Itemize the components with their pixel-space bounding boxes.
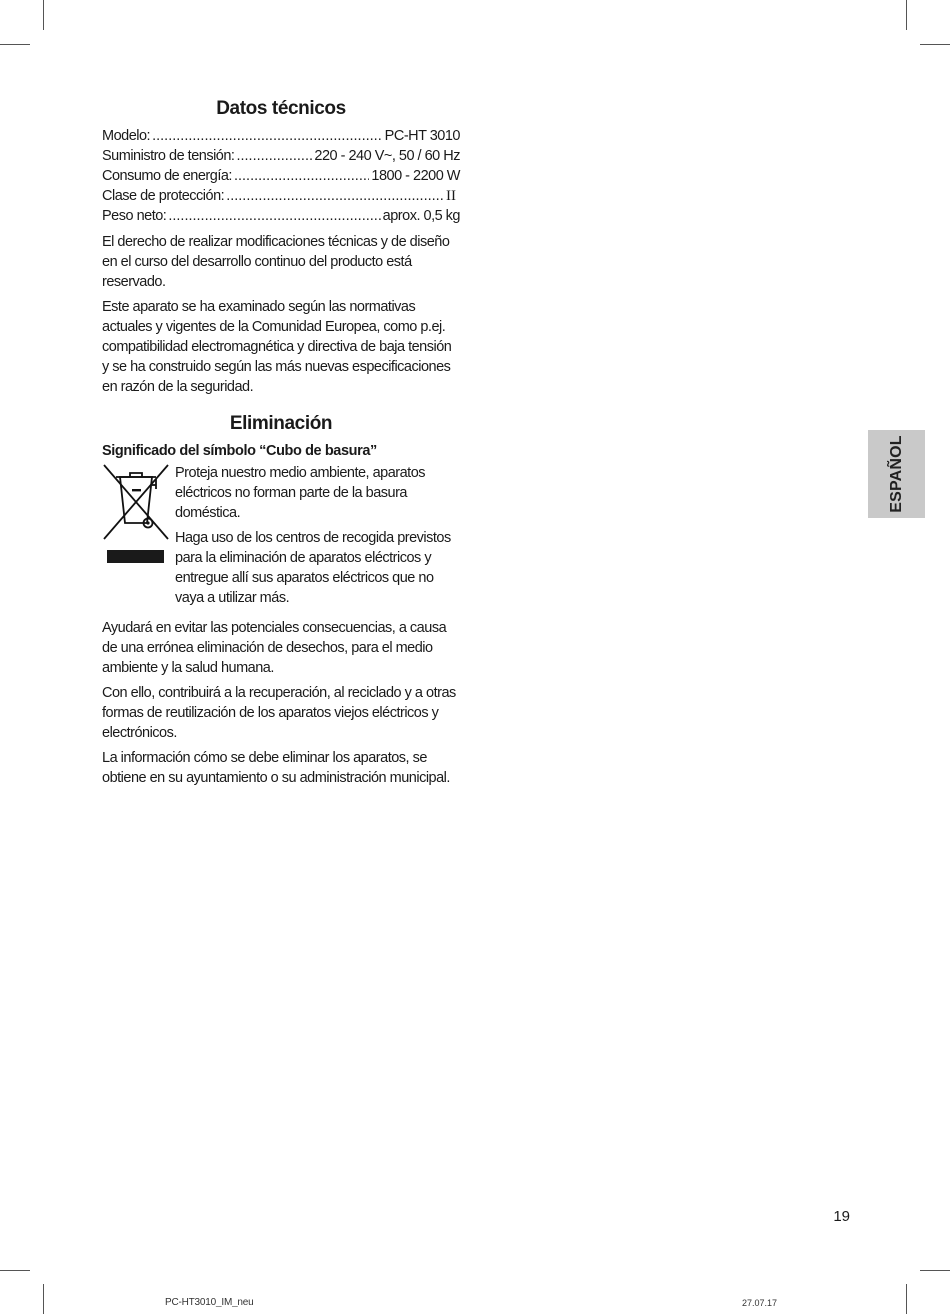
paragraph-consecuencias: Ayudará en evitar las potenciales consecuencias, a causa de una errónea eliminación de desechos, para el medio ambiente y la salud humana. [102, 620, 447, 676]
paragraph-reciclado: Con ello, contribuirá a la recuperación, al reciclado y a otras formas de reutilización de los aparatos viejos eléctricos y electrónicos. [102, 685, 456, 741]
symbol-block [102, 463, 460, 613]
spec-value: PC-HT 3010 [384, 128, 460, 144]
spec-label: Clase de protección: [102, 188, 225, 204]
spec-label: Suministro de tensión: [102, 148, 235, 164]
spec-row-suministro [102, 146, 460, 166]
spec-row-clase [102, 186, 460, 206]
crop-mark [43, 1284, 44, 1314]
paragraph-medio-ambiente: Proteja nuestro medio ambiente, aparatos eléctricos no forman parte de la basura doméstica. [175, 465, 426, 521]
crop-mark [906, 0, 907, 30]
crop-mark [920, 44, 950, 45]
spec-label: Peso neto: [102, 208, 167, 224]
spec-value: 220 - 240 V~, 50 / 60 Hz [314, 148, 460, 164]
crossed-out-bin-icon [102, 463, 175, 565]
dot-leader [152, 126, 383, 146]
spec-label: Modelo: [102, 128, 151, 144]
page-number: 19 [833, 1208, 850, 1225]
dot-leader [168, 206, 380, 226]
language-tab-label: ESPAÑOL [887, 435, 905, 513]
spec-value: 1800 - 2200 W [371, 168, 460, 184]
language-tab [868, 430, 925, 518]
dot-leader [226, 186, 444, 206]
spec-row-modelo [102, 126, 460, 146]
footer-date: 27.07.17 [742, 1298, 778, 1308]
symbol-text [175, 463, 460, 613]
spec-value: II [446, 188, 456, 204]
main-column [102, 96, 460, 793]
spec-label: Consumo de energía: [102, 168, 232, 184]
paragraph-modificaciones: El derecho de realizar modificaciones técnicas y de diseño en el curso del desarrollo continuo del producto está reservado. [102, 234, 450, 290]
spec-row-peso [102, 206, 460, 226]
spec-row-consumo [102, 166, 460, 186]
spec-list [102, 126, 460, 226]
crop-mark [920, 1270, 950, 1271]
spec-value: aprox. 0,5 kg [382, 208, 460, 224]
dot-leader [234, 166, 369, 186]
dot-leader [236, 146, 312, 166]
paragraph-informacion: La información cómo se debe eliminar los aparatos, se obtiene en su ayuntamiento o su administración municipal. [102, 750, 450, 786]
crop-mark [0, 1270, 30, 1271]
simbolo-subheading: Significado del símbolo “Cubo de basura” [102, 443, 377, 459]
crop-mark [906, 1284, 907, 1314]
crop-mark [0, 44, 30, 45]
crop-mark [43, 0, 44, 30]
footer-file-name: PC-HT3010_IM_neu [165, 1297, 254, 1307]
paragraph-centros-recogida: Haga uso de los centros de recogida previstos para la eliminación de aparatos eléctricos y entregue allí sus aparatos eléctricos que no vaya a utilizar más. [175, 530, 451, 606]
datos-tecnicos-heading: Datos técnicos [216, 98, 346, 119]
eliminacion-heading: Eliminación [229, 413, 333, 434]
paragraph-normativas: Este aparato se ha examinado según las normativas actuales y vigentes de la Comunidad Europea, como p.ej. compatibilidad electromagnética y directiva de baja tensión y se ha construido según las más nuevas especificaciones en razón de la seguridad. [102, 299, 452, 395]
